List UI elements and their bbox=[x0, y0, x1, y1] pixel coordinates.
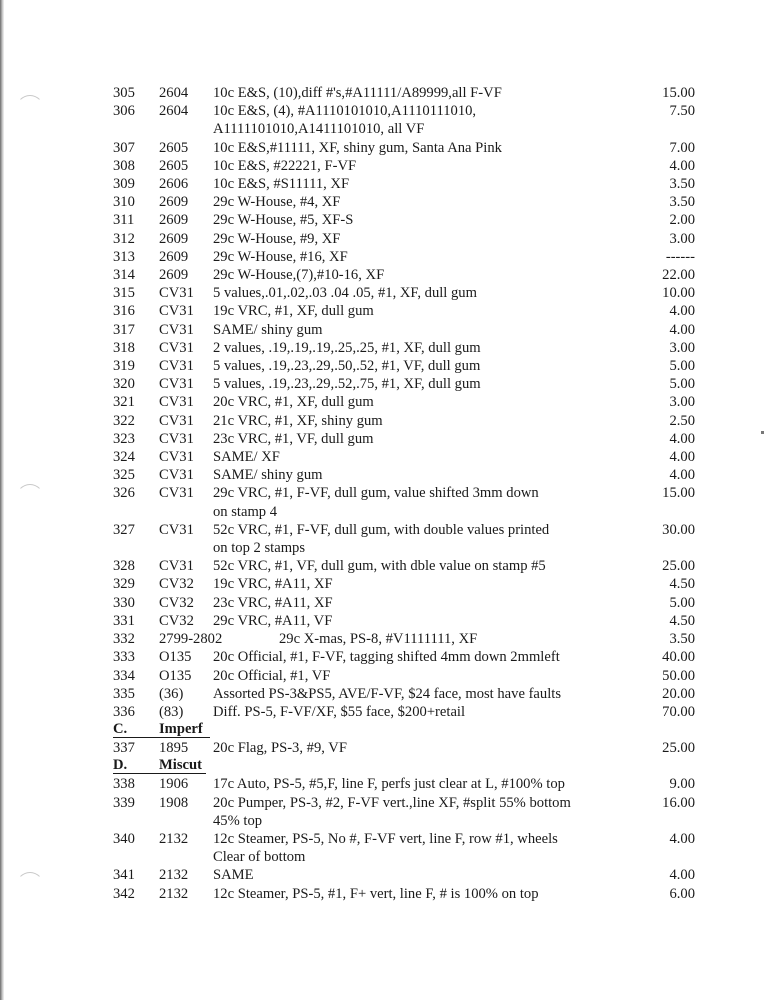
lot-description bbox=[213, 302, 625, 320]
catalog-number: 2604 bbox=[159, 85, 189, 101]
catalog-number: 2132 bbox=[159, 867, 189, 884]
lot-row bbox=[113, 430, 693, 448]
lot-number: 312 bbox=[113, 230, 135, 247]
lot-description bbox=[213, 484, 625, 520]
lot-description bbox=[213, 448, 625, 466]
description-line: 29c W-House, #16, XF bbox=[213, 248, 348, 265]
catalog-number: CV31 bbox=[159, 558, 194, 575]
catalog-number: CV31 bbox=[159, 376, 194, 393]
lot-description bbox=[213, 685, 625, 703]
catalog-number: CV31 bbox=[159, 303, 194, 320]
description-line: 23c VRC, #1, VF, dull gum bbox=[213, 430, 374, 447]
lot-number: 325 bbox=[113, 467, 135, 484]
lot-price: 4.00 bbox=[669, 467, 695, 484]
lot-number: 331 bbox=[113, 612, 135, 629]
lot-group-imperf bbox=[113, 739, 693, 757]
catalog-number: CV31 bbox=[159, 521, 194, 538]
description-line: 5 values, .19,.23,.29,.52,.75, #1, XF, dull gum bbox=[213, 376, 481, 393]
lot-price: 4.00 bbox=[669, 830, 695, 847]
catalog-number: CV31 bbox=[159, 358, 194, 375]
lot-description bbox=[213, 794, 625, 830]
lot-description bbox=[213, 84, 625, 102]
lot-number: 324 bbox=[113, 449, 135, 466]
description-line: 20c Official, #1, F-VF, tagging shifted 4mm down 2mmleft bbox=[213, 649, 560, 666]
lot-description bbox=[213, 357, 625, 375]
lot-price: 4.00 bbox=[669, 321, 695, 338]
lot-row bbox=[113, 157, 693, 175]
lot-number: 307 bbox=[113, 139, 135, 156]
catalog-number: CV32 bbox=[159, 576, 194, 593]
lot-description bbox=[213, 339, 625, 357]
lot-description bbox=[213, 175, 625, 193]
lot-row bbox=[113, 866, 693, 884]
lot-row bbox=[113, 739, 693, 757]
lot-price: 50.00 bbox=[662, 667, 695, 684]
lot-price: 3.00 bbox=[669, 394, 695, 411]
lot-description bbox=[213, 157, 625, 175]
lot-number: 338 bbox=[113, 776, 135, 793]
description-line: 10c E&S, (4), #A1110101010,A1110111010, bbox=[213, 103, 477, 120]
lot-description bbox=[213, 248, 625, 266]
lot-description bbox=[213, 575, 625, 593]
lot-price: 2.00 bbox=[669, 212, 695, 229]
lot-number: 313 bbox=[113, 248, 135, 265]
catalog-number: 2799-2802 bbox=[159, 631, 223, 648]
lot-row bbox=[113, 703, 693, 721]
description-line: 5 values, .19,.23,.29,.50,.52, #1, VF, dull gum bbox=[213, 358, 481, 375]
lot-description bbox=[213, 557, 625, 575]
lot-row bbox=[113, 248, 693, 266]
lot-price: 5.00 bbox=[669, 594, 695, 611]
catalog-number: 2132 bbox=[159, 830, 189, 847]
lot-price: 40.00 bbox=[662, 649, 695, 666]
lot-price: 5.00 bbox=[669, 376, 695, 393]
lot-row bbox=[113, 375, 693, 393]
catalog-number: CV31 bbox=[159, 449, 194, 466]
lot-description bbox=[213, 284, 625, 302]
lot-group-general bbox=[113, 84, 693, 721]
lot-price: 20.00 bbox=[662, 685, 695, 702]
lot-group-miscut bbox=[113, 775, 693, 902]
catalog-number: CV31 bbox=[159, 285, 194, 302]
lot-price: 5.00 bbox=[669, 358, 695, 375]
description-continuation: on top 2 stamps bbox=[213, 540, 306, 557]
lot-price: 4.00 bbox=[669, 449, 695, 466]
section-letter: C. bbox=[113, 721, 128, 738]
lot-description bbox=[213, 594, 625, 612]
catalog-number: 1895 bbox=[159, 740, 189, 757]
description-line: SAME/ shiny gum bbox=[213, 467, 323, 484]
section-letter: D. bbox=[113, 757, 128, 774]
lot-row bbox=[113, 594, 693, 612]
lot-price: 2.50 bbox=[669, 412, 695, 429]
lot-row bbox=[113, 266, 693, 284]
lot-description bbox=[213, 667, 625, 685]
lot-row bbox=[113, 794, 693, 830]
description-line: SAME/ XF bbox=[213, 449, 280, 466]
lot-description bbox=[213, 775, 625, 793]
lot-description bbox=[213, 393, 625, 411]
lot-number: 333 bbox=[113, 649, 135, 666]
lot-description bbox=[213, 866, 625, 884]
punch-hole-mark bbox=[16, 872, 44, 900]
lot-description bbox=[213, 193, 625, 211]
description-line: 29c W-House, #9, XF bbox=[213, 230, 341, 247]
lot-number: 319 bbox=[113, 358, 135, 375]
lot-row bbox=[113, 84, 693, 102]
catalog-number: CV31 bbox=[159, 485, 194, 502]
lot-price: 7.50 bbox=[669, 103, 695, 120]
catalog-number: 2609 bbox=[159, 230, 189, 247]
lot-description bbox=[213, 703, 625, 721]
lot-row bbox=[113, 885, 693, 903]
description-line: 2 values, .19,.19,.19,.25,.25, #1, XF, dull gum bbox=[213, 339, 481, 356]
punch-hole-mark bbox=[16, 95, 44, 123]
lot-number: 329 bbox=[113, 576, 135, 593]
lot-number: 330 bbox=[113, 594, 135, 611]
lot-number: 340 bbox=[113, 830, 135, 847]
description-line: 29c VRC, #1, F-VF, dull gum, value shifted 3mm down bbox=[213, 485, 539, 502]
lot-row bbox=[113, 575, 693, 593]
description-line: 29c W-House, #5, XF-S bbox=[213, 212, 354, 229]
lot-price: 25.00 bbox=[662, 558, 695, 575]
description-line: 10c E&S, (10),diff #'s,#A11111/A89999,all F-VF bbox=[213, 85, 502, 101]
lot-row bbox=[113, 484, 693, 520]
lot-row bbox=[113, 521, 693, 557]
description-continuation: on stamp 4 bbox=[213, 503, 278, 520]
lot-row bbox=[113, 685, 693, 703]
lot-price: 30.00 bbox=[662, 521, 695, 538]
lot-price: 3.50 bbox=[669, 176, 695, 193]
catalog-number: CV31 bbox=[159, 430, 194, 447]
catalog-number: 2605 bbox=[159, 139, 189, 156]
lot-price: 9.00 bbox=[669, 776, 695, 793]
lot-number: 335 bbox=[113, 685, 135, 702]
lot-number: 337 bbox=[113, 740, 135, 757]
lot-description bbox=[213, 375, 625, 393]
lot-number: 314 bbox=[113, 267, 135, 284]
lot-row bbox=[113, 667, 693, 685]
description-line: Assorted PS-3&PS5, AVE/F-VF, $24 face, most have faults bbox=[213, 685, 561, 702]
lot-description bbox=[213, 830, 625, 866]
lot-price: 22.00 bbox=[662, 267, 695, 284]
lot-row bbox=[113, 448, 693, 466]
description-line: 20c VRC, #1, XF, dull gum bbox=[213, 394, 374, 411]
description-line: 29c W-House, #4, XF bbox=[213, 194, 341, 211]
lot-row bbox=[113, 211, 693, 229]
description-line: 20c Official, #1, VF bbox=[213, 667, 331, 684]
description-line: SAME bbox=[213, 867, 254, 884]
catalog-number: CV31 bbox=[159, 467, 194, 484]
lot-row bbox=[113, 357, 693, 375]
lot-number: 334 bbox=[113, 667, 135, 684]
lot-row bbox=[113, 102, 693, 138]
lot-number: 316 bbox=[113, 303, 135, 320]
lot-row bbox=[113, 230, 693, 248]
lot-number: 339 bbox=[113, 794, 135, 811]
catalog-number: 2606 bbox=[159, 176, 189, 193]
catalog-number: 2605 bbox=[159, 157, 189, 174]
catalog-number: 2609 bbox=[159, 212, 189, 229]
lot-price: 10.00 bbox=[662, 285, 695, 302]
lot-description bbox=[213, 412, 625, 430]
lot-description bbox=[213, 266, 625, 284]
lot-number: 323 bbox=[113, 430, 135, 447]
lot-price: 6.00 bbox=[669, 885, 695, 902]
lot-description bbox=[213, 430, 625, 448]
lot-number: 320 bbox=[113, 376, 135, 393]
catalog-number: (36) bbox=[159, 685, 184, 702]
catalog-number: 1908 bbox=[159, 794, 189, 811]
lot-description bbox=[213, 321, 625, 339]
lot-description bbox=[213, 139, 625, 157]
description-line: Diff. PS-5, F-VF/XF, $55 face, $200+retail bbox=[213, 703, 466, 720]
lot-description bbox=[213, 648, 625, 666]
lot-price: 3.50 bbox=[669, 631, 695, 648]
catalog-number: (83) bbox=[159, 703, 184, 720]
lot-price: 70.00 bbox=[662, 703, 695, 720]
section-title: Miscut bbox=[159, 757, 202, 774]
lot-description bbox=[213, 612, 625, 630]
description-continuation: A1111101010,A1411101010, all VF bbox=[213, 121, 425, 138]
lot-row bbox=[113, 302, 693, 320]
scan-speck bbox=[761, 431, 764, 434]
punch-hole-mark bbox=[16, 484, 44, 512]
catalog-number: 2609 bbox=[159, 194, 189, 211]
description-line: 10c E&S, #S11111, XF bbox=[213, 176, 350, 193]
lot-number: 326 bbox=[113, 485, 135, 502]
lot-price: 15.00 bbox=[662, 85, 695, 101]
description-continuation: Clear of bottom bbox=[213, 849, 306, 866]
lot-number: 342 bbox=[113, 885, 135, 902]
description-line: 19c VRC, #1, XF, dull gum bbox=[213, 303, 374, 320]
lot-row bbox=[113, 630, 693, 648]
lot-price: 15.00 bbox=[662, 485, 695, 502]
lot-row bbox=[113, 830, 693, 866]
lot-number: 305 bbox=[113, 85, 135, 101]
description-line: 52c VRC, #1, F-VF, dull gum, with double values printed bbox=[213, 521, 550, 538]
lot-row bbox=[113, 557, 693, 575]
lot-number: 318 bbox=[113, 339, 135, 356]
lot-number: 336 bbox=[113, 703, 135, 720]
lot-row bbox=[113, 393, 693, 411]
lot-description bbox=[213, 885, 625, 903]
description-line: 29c X-mas, PS-8, #V1111111, XF bbox=[279, 631, 478, 648]
lot-row bbox=[113, 321, 693, 339]
lot-number: 327 bbox=[113, 521, 135, 538]
catalog-number: 2132 bbox=[159, 885, 189, 902]
lot-description bbox=[213, 211, 625, 229]
lot-number: 332 bbox=[113, 631, 135, 648]
catalog-number: O135 bbox=[159, 667, 192, 684]
lot-price: 25.00 bbox=[662, 740, 695, 757]
lot-row bbox=[113, 648, 693, 666]
lot-row bbox=[113, 466, 693, 484]
lot-price: 4.00 bbox=[669, 303, 695, 320]
lot-number: 341 bbox=[113, 867, 135, 884]
lot-row bbox=[113, 193, 693, 211]
catalog-number: CV31 bbox=[159, 394, 194, 411]
description-line: 5 values,.01,.02,.03 .04 .05, #1, XF, dull gum bbox=[213, 285, 477, 302]
lot-price: 3.00 bbox=[669, 339, 695, 356]
catalog-number: 2609 bbox=[159, 267, 189, 284]
lot-price: 3.00 bbox=[669, 230, 695, 247]
description-line: 20c Pumper, PS-3, #2, F-VF vert.,line XF, #split 55% bottom bbox=[213, 794, 571, 811]
section-heading-imperf bbox=[113, 721, 693, 739]
lot-price: 4.00 bbox=[669, 430, 695, 447]
lot-price: 7.00 bbox=[669, 139, 695, 156]
lot-number: 310 bbox=[113, 194, 135, 211]
lot-number: 328 bbox=[113, 558, 135, 575]
lot-price: 4.50 bbox=[669, 612, 695, 629]
lot-price: 4.50 bbox=[669, 576, 695, 593]
catalog-number: 1906 bbox=[159, 776, 189, 793]
lot-number: 321 bbox=[113, 394, 135, 411]
catalog-number: 2604 bbox=[159, 103, 189, 120]
lot-row bbox=[113, 412, 693, 430]
lot-price: ------ bbox=[665, 248, 695, 265]
description-line: 29c W-House,(7),#10-16, XF bbox=[213, 267, 385, 284]
lot-row bbox=[113, 775, 693, 793]
lot-description bbox=[213, 739, 625, 757]
catalog-number: CV31 bbox=[159, 412, 194, 429]
lot-number: 322 bbox=[113, 412, 135, 429]
description-line: 29c VRC, #A11, VF bbox=[213, 612, 333, 629]
lot-description bbox=[279, 630, 625, 648]
lot-number: 308 bbox=[113, 157, 135, 174]
lot-row bbox=[113, 175, 693, 193]
lot-number: 309 bbox=[113, 176, 135, 193]
lot-row bbox=[113, 139, 693, 157]
lot-description bbox=[213, 466, 625, 484]
lot-number: 306 bbox=[113, 103, 135, 120]
lot-row bbox=[113, 284, 693, 302]
lot-number: 311 bbox=[113, 212, 135, 229]
lot-row bbox=[113, 339, 693, 357]
lot-price: 16.00 bbox=[662, 794, 695, 811]
lot-list bbox=[113, 84, 693, 903]
description-line: 23c VRC, #A11, XF bbox=[213, 594, 333, 611]
lot-description bbox=[213, 521, 625, 557]
catalog-number: CV32 bbox=[159, 594, 194, 611]
description-line: 20c Flag, PS-3, #9, VF bbox=[213, 740, 347, 757]
catalog-number: O135 bbox=[159, 649, 192, 666]
catalog-number: CV32 bbox=[159, 612, 194, 629]
description-line: 10c E&S,#11111, XF, shiny gum, Santa Ana Pink bbox=[213, 139, 502, 156]
lot-description bbox=[213, 230, 625, 248]
scan-left-edge bbox=[0, 0, 4, 1000]
description-line: 12c Steamer, PS-5, No #, F-VF vert, line F, row #1, wheels bbox=[213, 830, 558, 847]
lot-row bbox=[113, 612, 693, 630]
description-continuation: 45% top bbox=[213, 812, 263, 829]
lot-number: 315 bbox=[113, 285, 135, 302]
lot-number: 317 bbox=[113, 321, 135, 338]
description-line: 52c VRC, #1, VF, dull gum, with dble value on stamp #5 bbox=[213, 558, 546, 575]
lot-price: 3.50 bbox=[669, 194, 695, 211]
lot-price: 4.00 bbox=[669, 157, 695, 174]
catalog-number: CV31 bbox=[159, 339, 194, 356]
catalog-number: 2609 bbox=[159, 248, 189, 265]
lot-description bbox=[213, 102, 625, 138]
lot-price: 4.00 bbox=[669, 867, 695, 884]
description-line: 12c Steamer, PS-5, #1, F+ vert, line F, # is 100% on top bbox=[213, 885, 539, 902]
section-title: Imperf bbox=[159, 721, 203, 738]
section-heading-miscut bbox=[113, 757, 693, 775]
description-line: 10c E&S, #22221, F-VF bbox=[213, 157, 357, 174]
description-line: 21c VRC, #1, XF, shiny gum bbox=[213, 412, 383, 429]
description-line: 19c VRC, #A11, XF bbox=[213, 576, 333, 593]
catalog-number: CV31 bbox=[159, 321, 194, 338]
description-line: 17c Auto, PS-5, #5,F, line F, perfs just clear at L, #100% top bbox=[213, 776, 565, 793]
description-line: SAME/ shiny gum bbox=[213, 321, 323, 338]
